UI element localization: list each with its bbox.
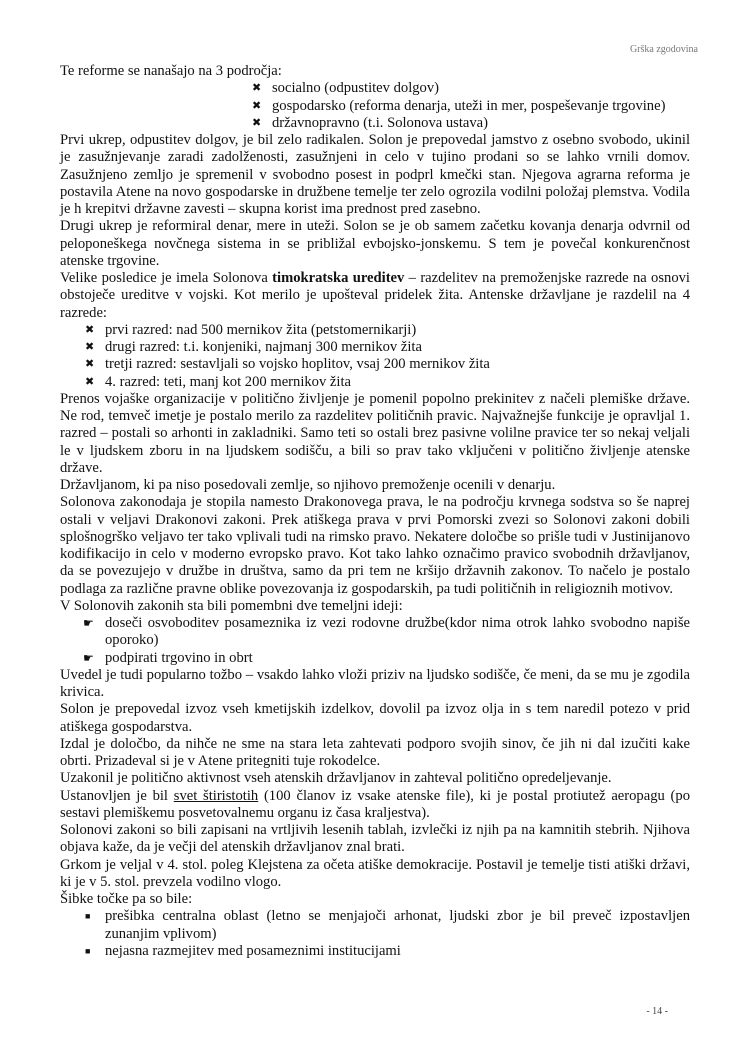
cross-bullet-icon: ✖ <box>252 116 262 129</box>
paragraph: Prvi ukrep, odpustitev dolgov, je bil zelo radikalen. Solon je prepovedal jamstvo z osebno svobodo, ukinil je zasužnjevanje zaradi zadolženosti, zasužnjeni in celo v tujino prodani so se lahko vrnili domov. Zasužnjeno zemljo je spremenil v svobodno posest in podprl kmečki stan. Njegova agrarna reforma je postavila Atene na novo gospodarske in družbene temelje ter zelo ogrozila vodilni položaj plemstva. Vodila je h krepitvi državne zavesti – skupna korist ima prednost pred zasebno. <box>60 132 690 217</box>
list-item: ✖ drugi razred: t.i. konjeniki, najmanj 300 mernikov žita <box>85 339 422 355</box>
paragraph: Solonovi zakoni so bili zapisani na vrtljivih lesenih tablah, izvlečki iz njih pa na kamnitih stebrih. Njihova objava kaže, da je večji del atenskih državljanov znal brati. <box>60 822 690 856</box>
paragraph: Velike posledice je imela Solonova timokratska ureditev – razdelitev na premoženjske razrede na osnovi obstoječe ureditve v vojski. Kot merilo je upošteval pridelek žita. Antenske državljane je razdelil na 4 razrede: <box>60 270 690 321</box>
cross-bullet-icon: ✖ <box>252 82 262 95</box>
cross-bullet-icon: ✖ <box>85 341 95 353</box>
reform-areas-list <box>60 80 690 132</box>
list-item: ✖ 4. razred: teti, manj kot 200 mernikov žita <box>85 373 351 390</box>
paragraph: Solon je prepovedal izvoz vseh kmetijskih izdelkov, dovolil pa izvoz olja in s tem naredil potezo v prid atiškega gospodarstva. <box>60 701 690 735</box>
list-item: ✖ socialno (odpustitev dolgov) <box>252 80 439 97</box>
list-item: ✖ državnopravno (t.i. Solonova ustava) <box>252 114 489 131</box>
intro-paragraph: Te reforme se nanašajo na 3 področja: <box>60 63 282 79</box>
list-item: ✖ gospodarsko (reforma denarja, uteži in mer, pospeševanje trgovine) <box>252 97 666 114</box>
cross-bullet-icon: ✖ <box>252 99 262 112</box>
paragraph: V Solonovih zakonih sta bili pomembni dve temeljni ideji: <box>60 597 403 614</box>
document-body <box>60 63 690 960</box>
paragraph: Državljanom, ki pa niso posedovali zemlje, so njihovo premoženje ocenili v denarju. <box>60 477 556 493</box>
paragraph: Drugi ukrep je reformiral denar, mere in uteži. Solon se je ob samem začetku kovanja denarja odvrnil od peloponeškega novčnega sistema in se približal evbojsko-jonskemu. S tem je povečal konkurenčnost atenske trgovine. <box>60 218 690 269</box>
paragraph: Uzakonil je politično aktivnost vseh atenskih državljanov in zahteval politično opredeljevanje. <box>60 770 612 787</box>
classes-list <box>60 322 690 391</box>
square-bullet-icon: ■ <box>85 911 91 922</box>
list-item: ☛ doseči osvoboditev posameznika iz vezi rodovne družbe(kdor nima otrok lahko svobodno napiše oporoko) <box>83 615 690 649</box>
ideas-list <box>60 615 690 667</box>
list-item: ■ nejasna razmejitev med posameznimi institucijami <box>85 942 401 959</box>
paragraph: Ustanovljen je bil svet štiristotih (100 članov iz vsake atenske file), ki je postal protiutež aeropagu (po sestavi plemiškemu posvetovalnemu organu iz časa kraljestva). <box>60 787 691 821</box>
pointing-hand-icon: ☛ <box>83 650 94 665</box>
list-item: ✖ prvi razred: nad 500 mernikov žita (petstomernikarji) <box>85 321 417 338</box>
bold-term: timokratska ureditev <box>272 270 405 286</box>
paragraph: Prenos vojaške organizacije v politično življenje je pomenil popolno prekinitev z načeli plemiške države. Ne rod, temveč imetje je postalo merilo za razdelitev političnih pravic. Najvažnejše funkcije je opravljal 1. razred – postali so arhonti in zakladniki. Samo teti so ostali brez pasivne volilne pravice ter so nekaj veljali le v ljudskem zboru in na ljudskem sodišču, a bili so prav tako vključeni v politično življenje atenske države. <box>60 390 690 476</box>
cross-bullet-icon: ✖ <box>85 358 95 371</box>
page-number: - 14 - <box>646 1006 668 1017</box>
underlined-term: svet štiristotih <box>173 787 259 804</box>
list-item: ■ prešibka centralna oblast (letno se menjajoči arhonat, ljudski zbor je bil preveč izpostavljen zunanjim vplivom) <box>85 908 690 942</box>
cross-bullet-icon: ✖ <box>85 375 95 388</box>
weak-points-list <box>60 908 690 960</box>
paragraph: Uvedel je tudi popularno tožbo – vsakdo lahko vloži priziv na ljudsko sodišče, če meni, da se mu je zgodila krivica. <box>60 666 690 700</box>
list-item: ☛ podpirati trgovino in obrt <box>83 649 253 666</box>
cross-bullet-icon: ✖ <box>85 323 95 336</box>
pointing-hand-icon: ☛ <box>83 616 94 630</box>
paragraph: Izdal je določbo, da nihče ne sme na stara leta zahtevati podporo svojih sinov, če jih ni dal izučiti kake obrti. Prizadeval si je v Atene pritegniti tuje rokodelce. <box>60 735 690 769</box>
paragraph: Šibke točke pa so bile: <box>60 891 193 907</box>
square-bullet-icon: ■ <box>85 945 91 956</box>
paragraph: Grkom je veljal v 4. stol. poleg Klejstena za očeta atiške demokracije. Postavil je temelje tisti atiški državi, ki je v 5. stol. prevzela vodilno vlogo. <box>60 856 690 890</box>
paragraph: Solonova zakonodaja je stopila namesto Drakonovega prava, le na področju krvnega sodstva so še naprej ostali v veljavi Drakonovi zakoni. Prek atiškega prava v prvi Pomorski zvezi so Solonovi zakoni dobili splošnogrško veljavo ter tako vplivali tudi na rimsko pravo. Nekatere določbe so prišle tudi v Justinijanovo kodifikacijo in celo v moderno evropsko pravo. Kot tako lahko označimo pravico svobodnih državljanov, da se povezujejo v družbe in društva, samo da pri tem ne kršijo državnih zakonov. To načelo je postalo podlaga za različne pravne oblike povezovanja iz gospodarskih, pa tudi političnih in religioznih motivov. <box>60 494 690 597</box>
list-item: ✖ tretji razred: sestavljali so vojsko hoplitov, vsaj 200 mernikov žita <box>85 356 490 373</box>
running-header: Grška zgodovina <box>629 44 698 55</box>
